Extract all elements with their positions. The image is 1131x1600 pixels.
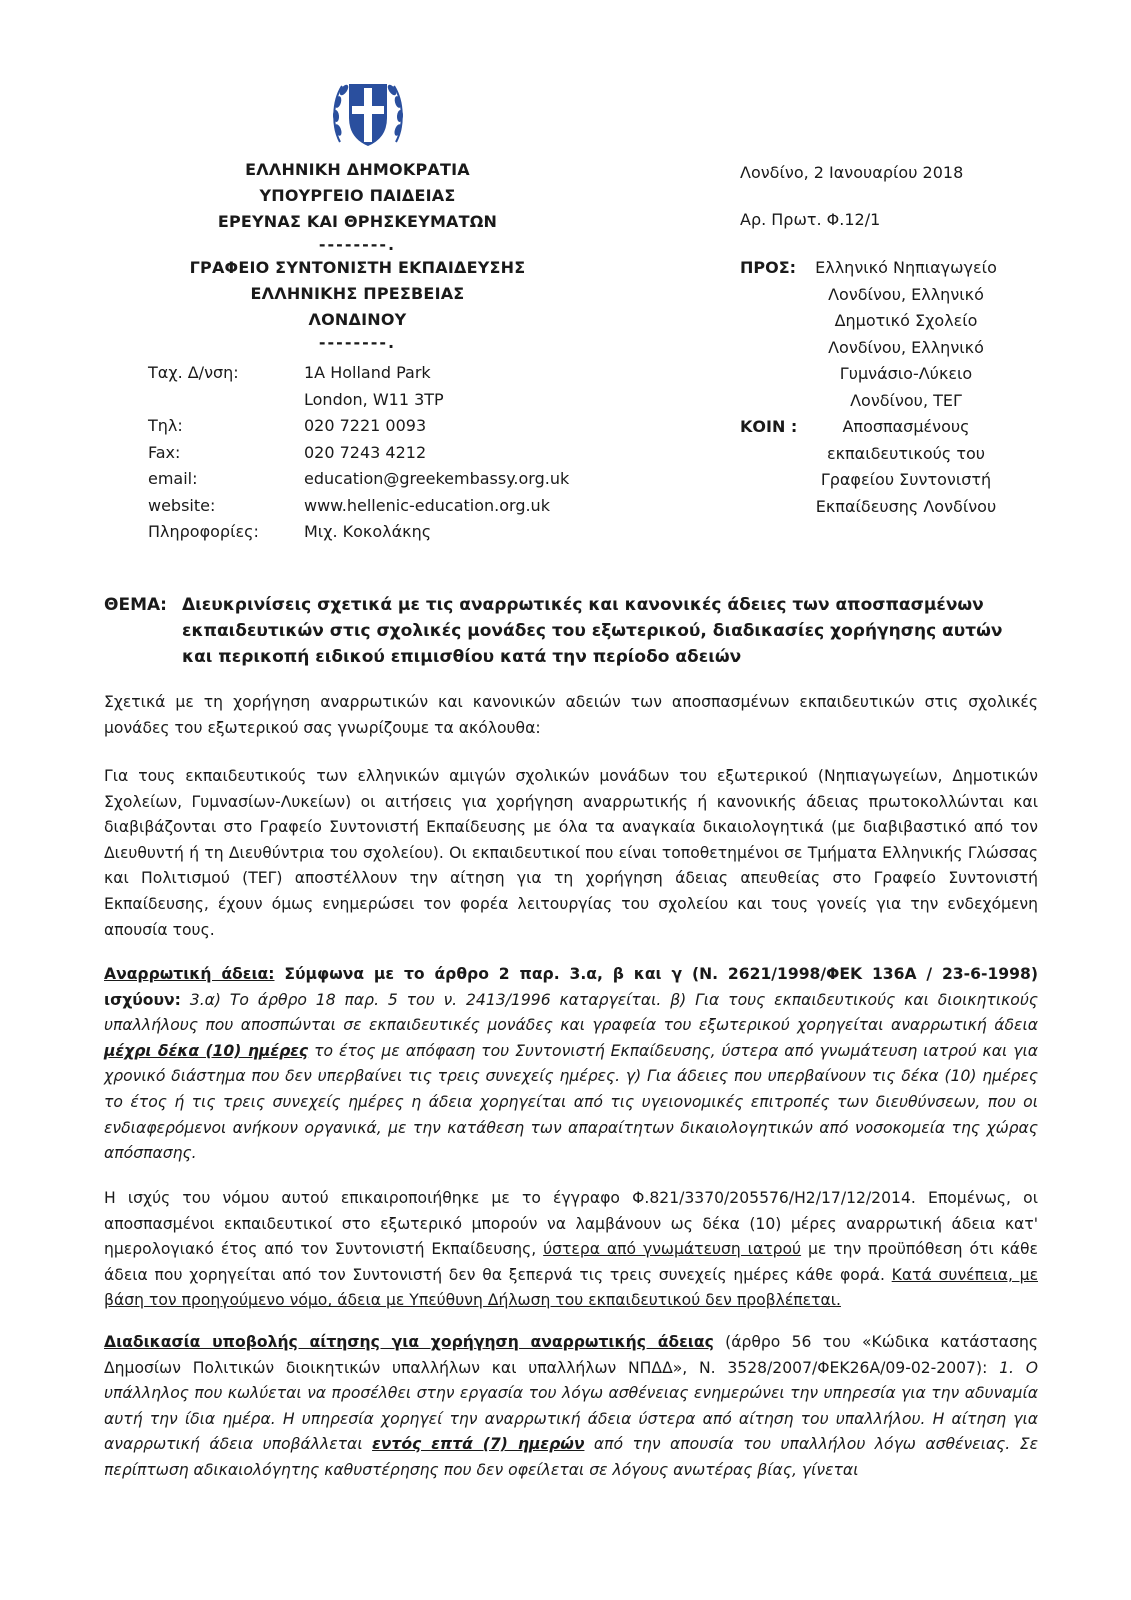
header-separator-1: --------. [318,235,397,254]
sick-leave-law-reference: Σύμφωνα με το άρθρο 2 παρ. 3.α, β και γ (Ν. 2621/1998/ΦΕΚ 136Α / 23-6-1998) ισχύουν: [104,965,1038,1009]
recipients-to [740,255,1016,414]
to-line: Λονδίνου, Ελληνικό [828,284,984,304]
schools-paragraph [104,764,1038,943]
cc-label: ΚΟΙΝ : [740,417,798,436]
procedure-text-2: από την απουσία του υπαλλήλου λόγω ασθένειας. Σε περίπτωση αδικαιολόγητης καθυστέρησης που δεν οφείλεται σε λόγους ανωτέρας βίας, γίνεται [104,1435,1038,1479]
contact-details [148,360,569,546]
sick-leave-limit: μέχρι δέκα (10) ημέρες [104,1041,309,1060]
doctor-opinion-note: ύστερα από γνωμάτευση ιατρού [543,1240,802,1259]
procedure-heading: Διαδικασία υποβολής αίτησης για χορήγηση αναρρωτικής άδειας [104,1333,714,1351]
subject-text: Διευκρινίσεις σχετικά με τις αναρρωτικές και κανονικές άδειες των αποσπασμένων εκπαιδευτικών στις σχολικές μονάδες του εξωτερικού, διαδικασίες χορήγησης αυτών και περικοπή ειδικού επιμισθίου κατά την περίοδο αδειών [182,595,1003,667]
header-line-republic: ΕΛΛΗΝΙΚΗ ΔΗΜΟΚΡΑΤΙΑ [245,160,470,179]
header-line-london: ΛΟΝΔΙΝΟΥ [308,310,407,329]
header-line-office: ΓΡΑΦΕΙΟ ΣΥΝΤΟΝΙΣΤΗ ΕΚΠΑΙΔΕΥΣΗΣ [189,258,526,277]
website-label: website: [148,495,216,515]
subject-block [104,592,1034,670]
protocol-number: Αρ. Πρωτ. Φ.12/1 [740,209,881,229]
no-declaration-note: Κατά συνέπεια, με βάση τον προηγούμενο νόμο, άδεια με Υπεύθυνη Δήλωση του εκπαιδευτικού δεν προβλέπεται. [104,1265,1039,1310]
intro-paragraph [104,690,1038,741]
info-label: Πληροφορίες: [148,522,259,541]
schools-text: Για τους εκπαιδευτικούς των ελληνικών αμιγών σχολικών μονάδων του εξωτερικού (Νηπιαγωγείων, Δημοτικών Σχολείων, Γυμνασίων-Λυκείων) οι αιτήσεις για χορήγηση αναρρωτικής ή κανονικής άδειας πρωτοκολλώνται και διαβιβάζονται στο Γραφείο Συντονιστή Εκπαίδευσης με όλα τα αναγκαία δικαιολογητικά (με διαβιβαστικό από τον Διευθυντή ή τη Διευθύντρια του σχολείου). Οι εκπαιδευτικοί που είναι τοποθετημένοι σε Τμήματα Ελληνικής Γλώσσας και Πολιτισμού (ΤΕΓ) αποστέλλουν την αίτηση για τη χορήγηση άδειας απευθείας στο Γραφείο Συντονιστή Εκπαίδευσης, έχουν όμως ενημερώσει τον φορέα λειτουργίας του σχολείου και τους γονείς για την ενδεχόμενη απουσία τους. [104,767,1038,939]
fax-value: 020 7243 4212 [304,442,427,462]
sick-leave-text-2: το έτος με απόφαση του Συντονιστή Εκπαίδευσης, ύστερα από γνωμάτευση ιατρού και για χρονικό διάστημα που δεν υπερβαίνει τις τρεις συνεχείς ημέρες. γ) Για άδειες που υπερβαίνουν τις δέκα (10) ημέρες το έτος ή τις τρεις συνεχείς ημέρες η άδεια χορηγείται από τις υγειονομικές επιτροπές των διευθύνσεων, που οι ενδιαφερόμενοι ανήκουν οργανικά, με την κατάθεση των απαραίτητων δικαιολογητικών από νοσοκομεία της χώρας απόσπασης. [104,1041,1038,1163]
fax-label: Fax: [148,442,181,462]
cc-line: Εκπαίδευσης Λονδίνου [815,496,997,516]
address-line-1: 1A Holland Park [304,363,431,382]
to-line: Λονδίνου, ΤΕΓ [850,390,962,410]
sick-leave-text-1: 3.α) Το άρθρο 18 παρ. 5 του ν. 2413/1996 καταργείται. β) Για τους εκπαιδευτικούς και διοικητικούς υπαλλήλους που αποσπώνται σε εκπαιδευτικές μονάδες και γραφεία του εξωτερικού χορηγείται αναρρωτική άδεια [104,990,1038,1035]
to-label: ΠΡΟΣ: [740,258,797,277]
issuer-header [180,157,535,353]
procedure-text-1: 1. Ο υπάλληλος που κωλύεται να προσέλθει στην εργασία του λόγω ασθένειας ενημερώνει την υπηρεσία για την αδυναμία αυτή την ίδια ημέρα. Η υπηρεσία χορηγεί την αναρρωτική άδεια ύστερα από αίτηση του υπαλλήλου. Η αίτηση για αναρρωτική άδεια υποβάλλεται [104,1358,1038,1454]
update-text-1: Η ισχύς του νόμου αυτού επικαιροποιήθηκε με το έγγραφο Φ.821/3370/205576/Η2/17/12/2014. Επομένως, οι αποσπασμένοι εκπαιδευτικοί στο εξωτερικό μπορούν να λαμβάνουν ως δέκα (10) μέρες αναρρωτική άδεια κατ' ημερολογιακό έτος από τον Συντονιστή Εκπαίδευσης, [104,1189,1038,1259]
sick-leave-heading: Αναρρωτική άδεια: [104,965,275,983]
email-value: education@greekembassy.org.uk [304,469,570,488]
update-text-2: με την προϋπόθεση ότι κάθε άδεια που χορηγείται από τον Συντονιστή δεν θα ξεπερνά τις τρεις συνεχείς ημέρες κάθε φορά. [104,1240,1038,1284]
header-line-ministry: ΥΠΟΥΡΓΕΙΟ ΠΑΙΔΕΙΑΣ [259,186,456,205]
phone-value: 020 7221 0093 [304,416,427,435]
sick-leave-paragraph [104,962,1038,1167]
to-line: Ελληνικό Νηπιαγωγείο [815,258,997,277]
intro-text: Σχετικά με τη χορήγηση αναρρωτικών και κανονικών αδειών των αποσπασμένων εκπαιδευτικών στις σχολικές μονάδες του εξωτερικού σας γνωρίζουμε τα ακόλουθα: [104,693,1038,737]
procedure-law-reference: (άρθρο 56 του «Κώδικα κατάστασης Δημοσίων Πολιτικών διοικητικών υπαλλήλων και υπαλλήλων ΝΠΔΔ», Ν. 3528/2007/ΦΕΚ26Α/09-02-2007): [104,1333,1038,1377]
to-line: Δημοτικό Σχολείο [834,311,978,330]
header-separator-2: --------. [318,333,397,352]
cc-line: Αποσπασμένους [842,417,970,436]
cc-line: εκπαιδευτικούς του [826,443,986,463]
website-value: www.hellenic-education.org.uk [304,495,550,515]
document-meta [740,160,1016,520]
address-line-2: London, W11 3TP [304,389,444,409]
greek-state-emblem [330,72,406,156]
info-value: Μιχ. Κοκολάκης [304,522,432,541]
header-line-research: ΕΡΕΥΝΑΣ ΚΑΙ ΘΡΗΣΚΕΥΜΑΤΩΝ [217,212,498,231]
to-line: Λονδίνου, Ελληνικό [828,337,984,357]
to-line: Γυμνάσιο-Λύκειο [839,364,973,383]
update-paragraph [104,1186,1038,1314]
email-label: email: [148,469,198,488]
document-date: Λονδίνο, 2 Ιανουαρίου 2018 [740,163,964,182]
cc-line: Γραφείου Συντονιστή [820,470,992,489]
subject-label: ΘΕΜΑ: [104,595,167,615]
procedure-deadline: εντός επτά (7) ημερών [372,1435,585,1454]
recipients-cc [740,414,1016,520]
phone-label: Τηλ: [148,416,183,435]
procedure-paragraph [104,1330,1038,1484]
address-label: Ταχ. Δ/νση: [148,363,239,382]
header-line-embassy: ΕΛΛΗΝΙΚΗΣ ΠΡΕΣΒΕΙΑΣ [250,284,465,303]
